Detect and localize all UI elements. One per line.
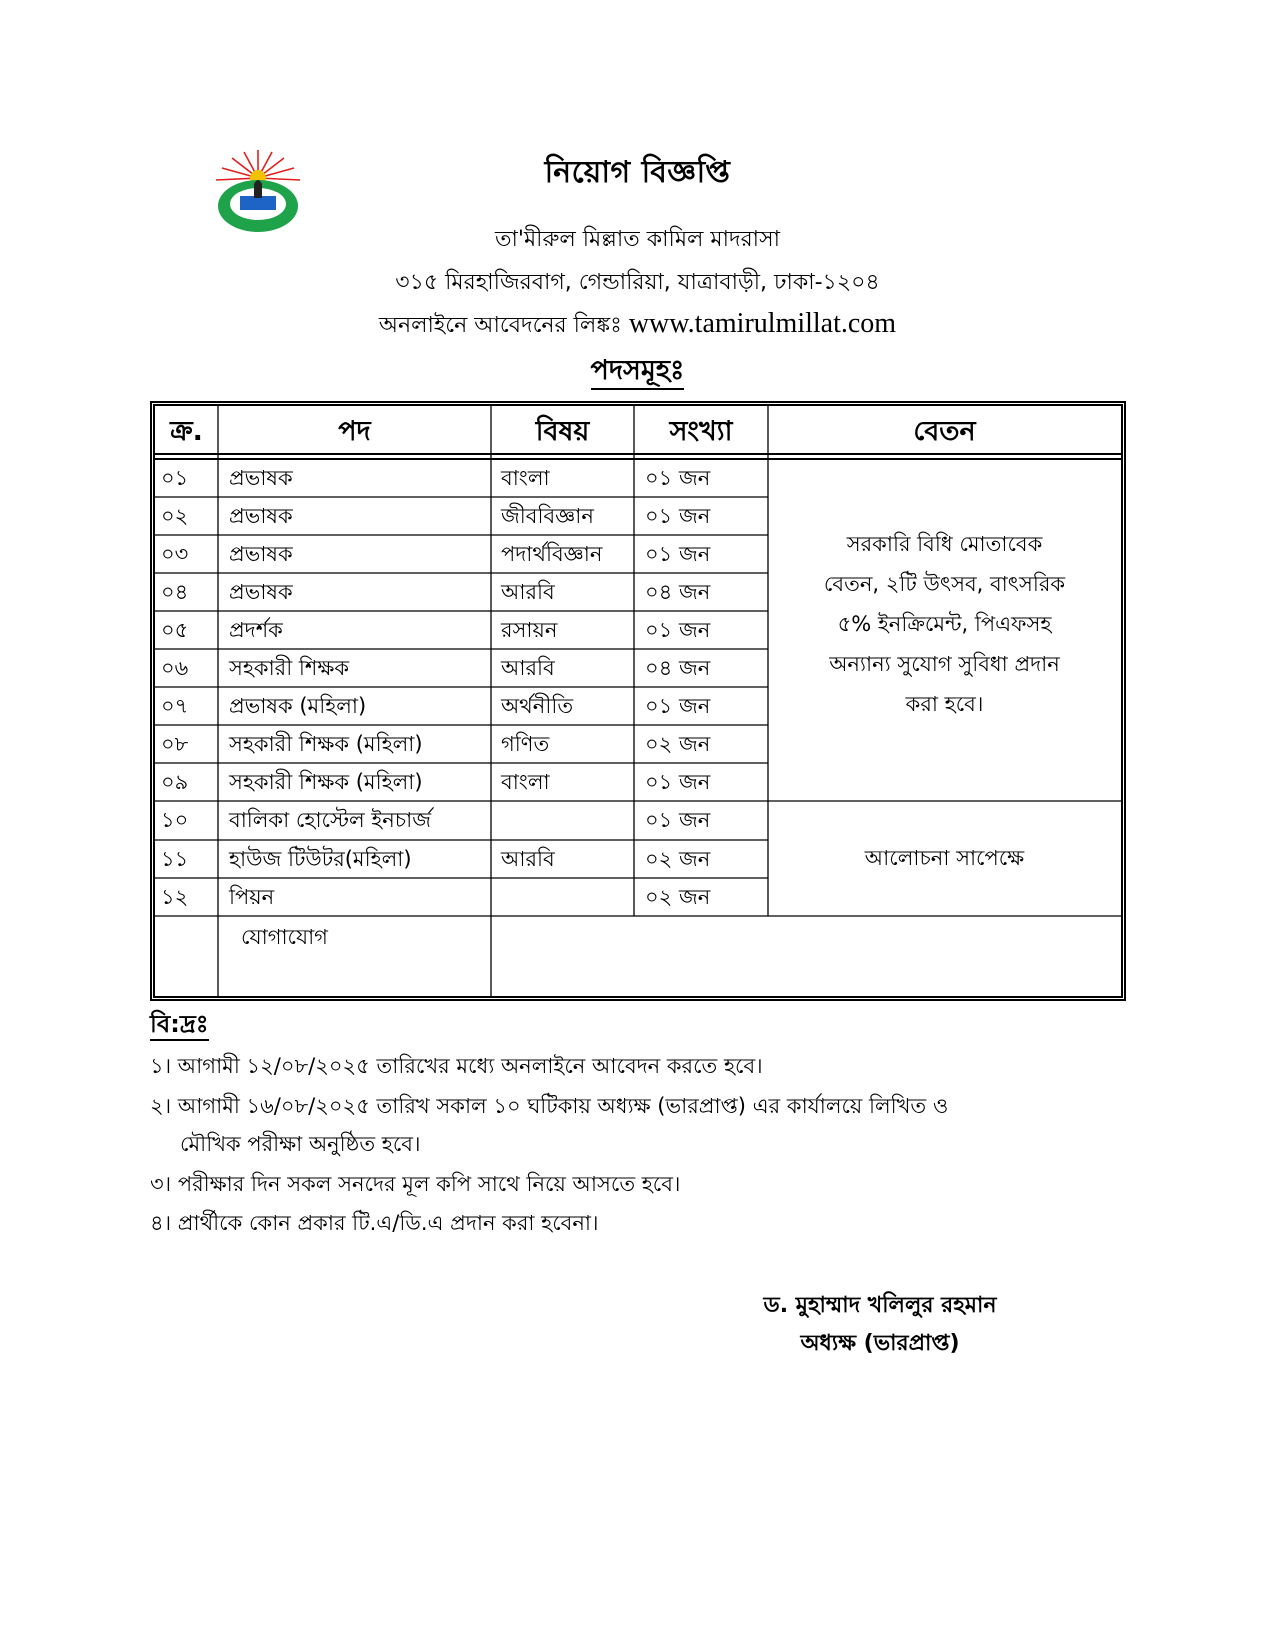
salary-govt-rules xyxy=(768,524,1121,724)
col-header-count: সংখ্যা xyxy=(669,416,733,447)
row-post: প্রদর্শক xyxy=(229,618,283,642)
apply-link[interactable]: www.tamirulmillat.com xyxy=(628,308,897,339)
row-post: প্রভাষক xyxy=(229,504,293,528)
row-count: ০১ জন xyxy=(645,808,711,832)
row-count: ০১ জন xyxy=(645,504,711,528)
row-sl: ০৬ xyxy=(161,656,189,680)
row-count: ০২ জন xyxy=(645,847,711,871)
row-post: প্রভাষক xyxy=(229,580,293,604)
row-subject: আরবি xyxy=(501,847,555,871)
row-post: প্রভাষক xyxy=(229,542,293,566)
positions-heading-text: পদসমূহঃ xyxy=(591,355,685,390)
contact-label: যোগাযোগ xyxy=(241,925,328,949)
row-sl: ০৮ xyxy=(161,732,189,756)
row-post: বালিকা হোস্টেল ইনচার্জ xyxy=(229,808,432,832)
row-subject: আরবি xyxy=(501,656,555,680)
online-apply-label: অনলাইনে আবেদনের লিঙ্কঃ xyxy=(378,313,622,338)
row-count: ০৪ জন xyxy=(645,656,711,680)
notes-heading: বি:দ্রঃ xyxy=(150,1009,209,1041)
row-subject: রসায়ন xyxy=(501,618,558,642)
note-item: ৩। পরীক্ষার দিন সকল সনদের মূল কপি সাথে নিয়ে আসতে হবে। xyxy=(150,1172,681,1196)
row-subject: অর্থনীতি xyxy=(501,694,574,718)
note-item-continued xyxy=(150,1124,1130,1164)
salary-line: সরকারি বিধি মোতাবেক xyxy=(846,532,1043,556)
salary-negotiable: আলোচনা সাপেক্ষে xyxy=(864,846,1025,870)
row-count: ০৪ জন xyxy=(645,580,711,604)
row-sl: ১১ xyxy=(161,847,189,871)
row-subject: পদার্থবিজ্ঞান xyxy=(501,542,603,566)
col-header-subject: বিষয় xyxy=(535,416,590,447)
note-item-cont: মৌখিক পরীক্ষা অনুষ্ঠিত হবে। xyxy=(180,1132,421,1156)
row-post: প্রভাষক xyxy=(229,466,293,490)
row-sl: ০৫ xyxy=(161,618,189,642)
row-sl: ০৩ xyxy=(161,542,189,566)
row-subject: আরবি xyxy=(501,580,555,604)
row-sl: ১০ xyxy=(161,808,189,832)
row-count: ০২ জন xyxy=(645,885,711,909)
row-sl: ০২ xyxy=(161,504,189,528)
institution-address: ৩১৫ মিরহাজিরবাগ, গেন্ডারিয়া, যাত্রাবাড়ী, ঢাকা-১২০৪ xyxy=(395,270,880,295)
row-count: ০২ জন xyxy=(645,732,711,756)
row-post: সহকারী শিক্ষক (মহিলা) xyxy=(229,732,423,756)
online-apply-line xyxy=(0,308,1275,345)
row-post: প্রভাষক (মহিলা) xyxy=(229,694,367,718)
row-count: ০১ জন xyxy=(645,466,711,490)
institution-name: তা'মীরুল মিল্লাত কামিল মাদরাসা xyxy=(495,227,780,252)
row-sl: ০৪ xyxy=(161,580,189,604)
row-count: ০১ জন xyxy=(645,694,711,718)
col-header-salary: বেতন xyxy=(913,416,976,447)
row-subject: বাংলা xyxy=(501,770,550,794)
signatory-designation: অধ্যক্ষ (ভারপ্রাপ্ত) xyxy=(800,1331,960,1356)
note-item: ৪। প্রার্থীকে কোন প্রকার টি.এ/ডি.এ প্রদান করা হবেনা। xyxy=(150,1211,599,1235)
col-header-sl: ক্র. xyxy=(170,416,203,447)
row-sl: ০৯ xyxy=(161,770,189,794)
salary-line: করা হবে। xyxy=(905,692,984,716)
row-post: হাউজ টিউটর(মহিলা) xyxy=(229,847,412,871)
positions-table xyxy=(150,401,1126,1001)
row-post: সহকারী শিক্ষক xyxy=(229,656,350,680)
row-count: ০১ জন xyxy=(645,618,711,642)
row-subject: জীববিজ্ঞান xyxy=(501,504,594,528)
note-item: ২। আগামী ১৬/০৮/২০২৫ তারিখ সকাল ১০ ঘটিকায় অধ্যক্ষ (ভারপ্রাপ্ত) এর কার্যালয়ে লিখিত ও xyxy=(150,1094,949,1118)
row-count: ০১ জন xyxy=(645,542,711,566)
row-count: ০১ জন xyxy=(645,770,711,794)
row-sl: ০৭ xyxy=(161,694,189,718)
row-post: সহকারী শিক্ষক (মহিলা) xyxy=(229,770,423,794)
note-item: ১। আগামী ১২/০৮/২০২৫ তারিখের মধ্যে অনলাইনে আবেদন করতে হবে। xyxy=(150,1054,763,1078)
positions-heading xyxy=(0,350,1275,395)
salary-line: বেতন, ২টি উৎসব, বাৎসরিক xyxy=(823,572,1066,596)
salary-line: অন্যান্য সুযোগ সুবিধা প্রদান xyxy=(829,652,1060,676)
row-sl: ০১ xyxy=(161,466,189,490)
row-sl: ১২ xyxy=(161,885,189,909)
signatory-name: ড. মুহাম্মাদ খলিলুর রহমান xyxy=(763,1293,997,1318)
row-post: পিয়ন xyxy=(229,885,275,909)
notice-title: নিয়োগ বিজ্ঞপ্তি xyxy=(544,155,731,190)
row-subject: বাংলা xyxy=(501,466,550,490)
row-subject: গণিত xyxy=(501,732,550,756)
salary-line: ৫% ইনক্রিমেন্ট, পিএফসহ xyxy=(837,612,1052,636)
col-header-post: পদ xyxy=(338,416,371,447)
